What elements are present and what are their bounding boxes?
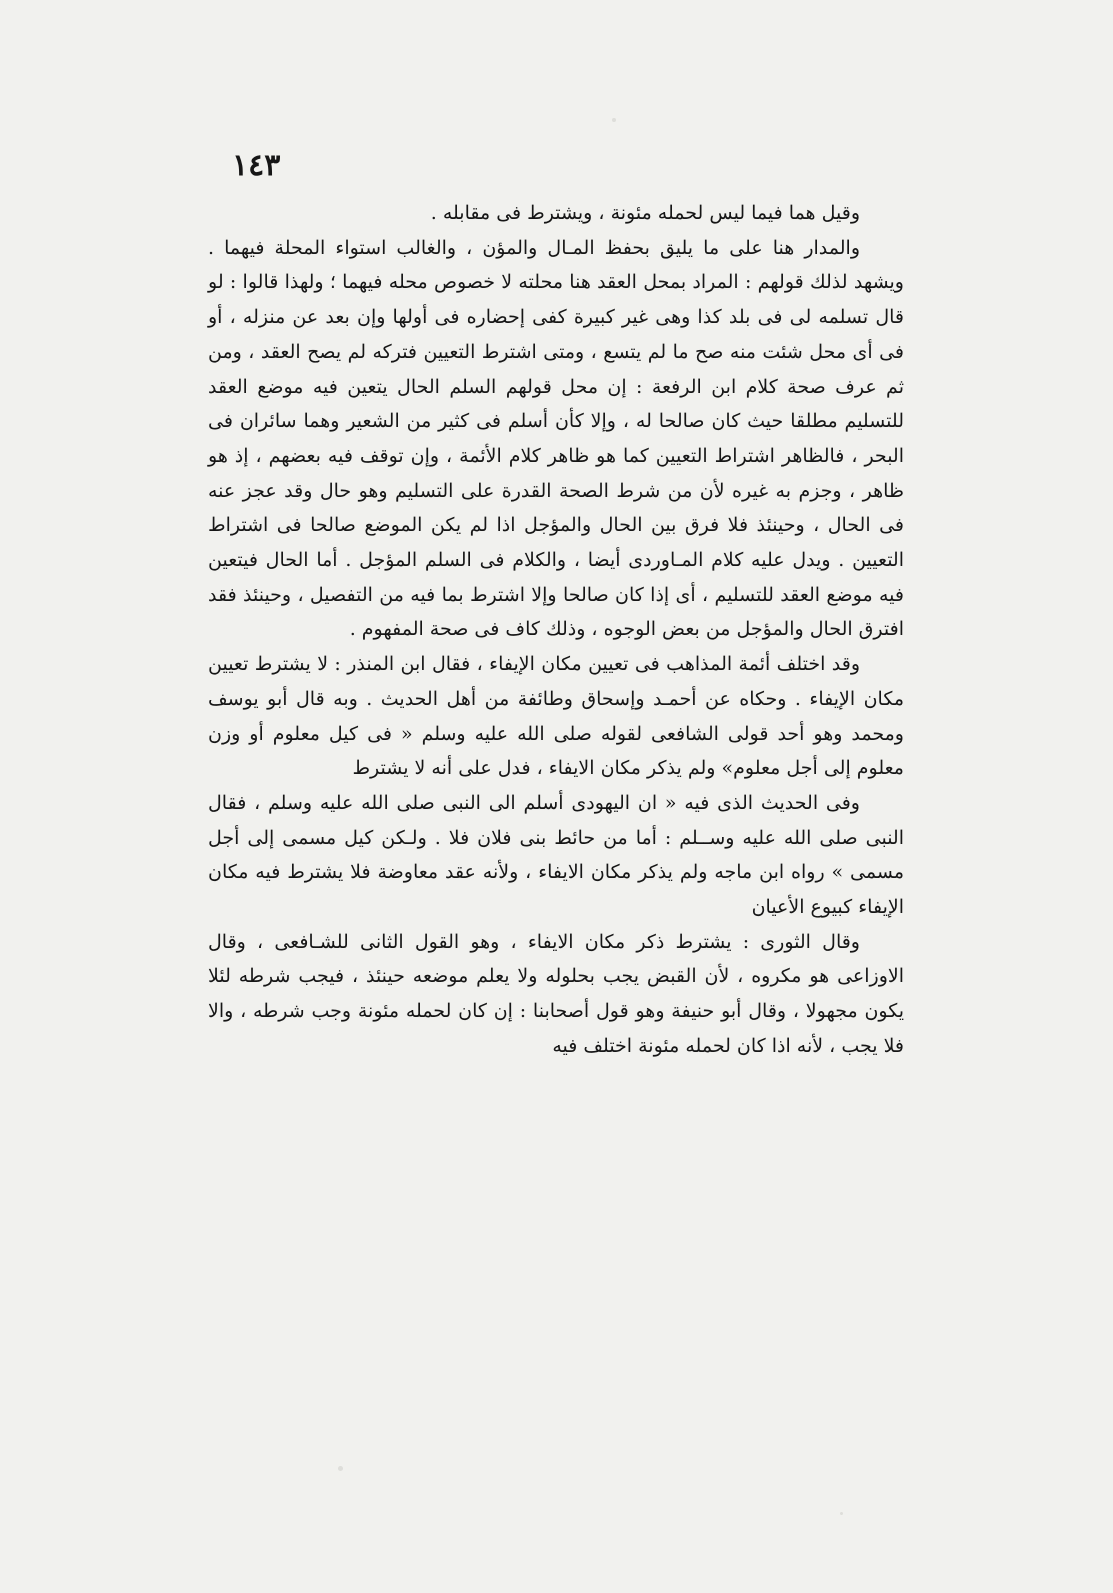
paragraph: وفى الحديث الذى فيه « ان اليهودى أسلم الى النبى صلى الله عليه وسلم ، فقال النبى صلى الله عليه وســلم : أما من حائط بنى فلان فلا . ولـكن كيل مسمى إلى أجل مسمى » رواه ابن ماجه ولم يذكر مكان الايفاء ، ولأنه عقد معاوضة فلا يشترط فيه مكان الإيفاء كبيوع الأعيان [208,791,904,919]
paper-speck [612,118,616,122]
page-number: ١٤٣ [232,148,281,183]
body-text [208,196,904,1064]
paragraph: وقيل هما فيما ليس لحمله مئونة ، ويشترط فى مقابله . [430,202,860,224]
paragraph: وقال الثورى : يشترط ذكر مكان الايفاء ، وهو القول الثانى للشـافعى ، وقال الاوزاعى هو مكروه ، لأن القبض يجب بحلوله ولا يعلم موضعه حينئذ ، فيجب شرطه لئلا يكون مجهولا ، وقال أبو حنيفة وهو قول أصحابنا : إن كان لحمله مئونة وجب شرطه ، والا فلا يجب ، لأنه اذا كان لحمله مئونة اختلف فيه [208,930,904,1057]
paragraph: وقد اختلف أئمة المذاهب فى تعيين مكان الإيفاء ، فقال ابن المنذر : لا يشترط تعيين مكان الإيفاء . وحكاه عن أحمـد وإسحاق وطائفة من أهل الحديث . وبه قال أبو يوسف ومحمد وهو أحد قولى الشافعى لقوله صلى الله عليه وسلم « فى كيل معلوم أو وزن معلوم إلى أجل معلوم» ولم يذكر مكان الايفاء ، فدل على أنه لا يشترط [208,653,904,780]
paper-speck [840,1512,843,1515]
paragraph: والمدار هنا على ما يليق بحفظ المـال والمؤن ، والغالب استواء المحلة فيهما . ويشهد لذلك قولهم : المراد بمحل العقد هنا محلته لا خصوص محله فيهما ؛ ولهذا قالوا : لو قال تسلمه لى فى بلد كذا وهى غير كبيرة كفى إحضاره فى أولها وإن بعد عن منزله ، أو فى أى محل شئت منه صح ما لم يتسع ، ومتى اشترط التعيين فتركه لم يصح العقد ، ومن ثم عرف صحة كلام ابن الرفعة : إن محل قولهم السلم الحال يتعين فيه موضع العقد للتسليم مطلقا حيث كان صالحا له ، وإلا كأن أسلم فى كثير من الشعير وهما سائران فى البحر ، فالظاهر اشتراط التعيين كما هو ظاهر كلام الأئمة ، وإن توقف فيه بعضهم ، إذ هو ظاهر ، وجزم به غيره لأن من شرط الصحة القدرة على التسليم وهو حال وقد عجز عنه فى الحال ، وحينئذ فلا فرق بين الحال والمؤجل اذا لم يكن الموضع صالحا فى اشتراط التعيين . ويدل عليه كلام المـاوردى أيضا ، والكلام فى السلم المؤجل . أما الحال فيتعين فيه موضع العقد للتسليم ، أى إذا كان صالحا وإلا اشترط بما فيه من التفصيل ، وحينئذ فقد افترق الحال والمؤجل من بعض الوجوه ، وذلك كاف فى صحة المفهوم . [208,236,904,641]
paper-speck [338,1466,343,1471]
